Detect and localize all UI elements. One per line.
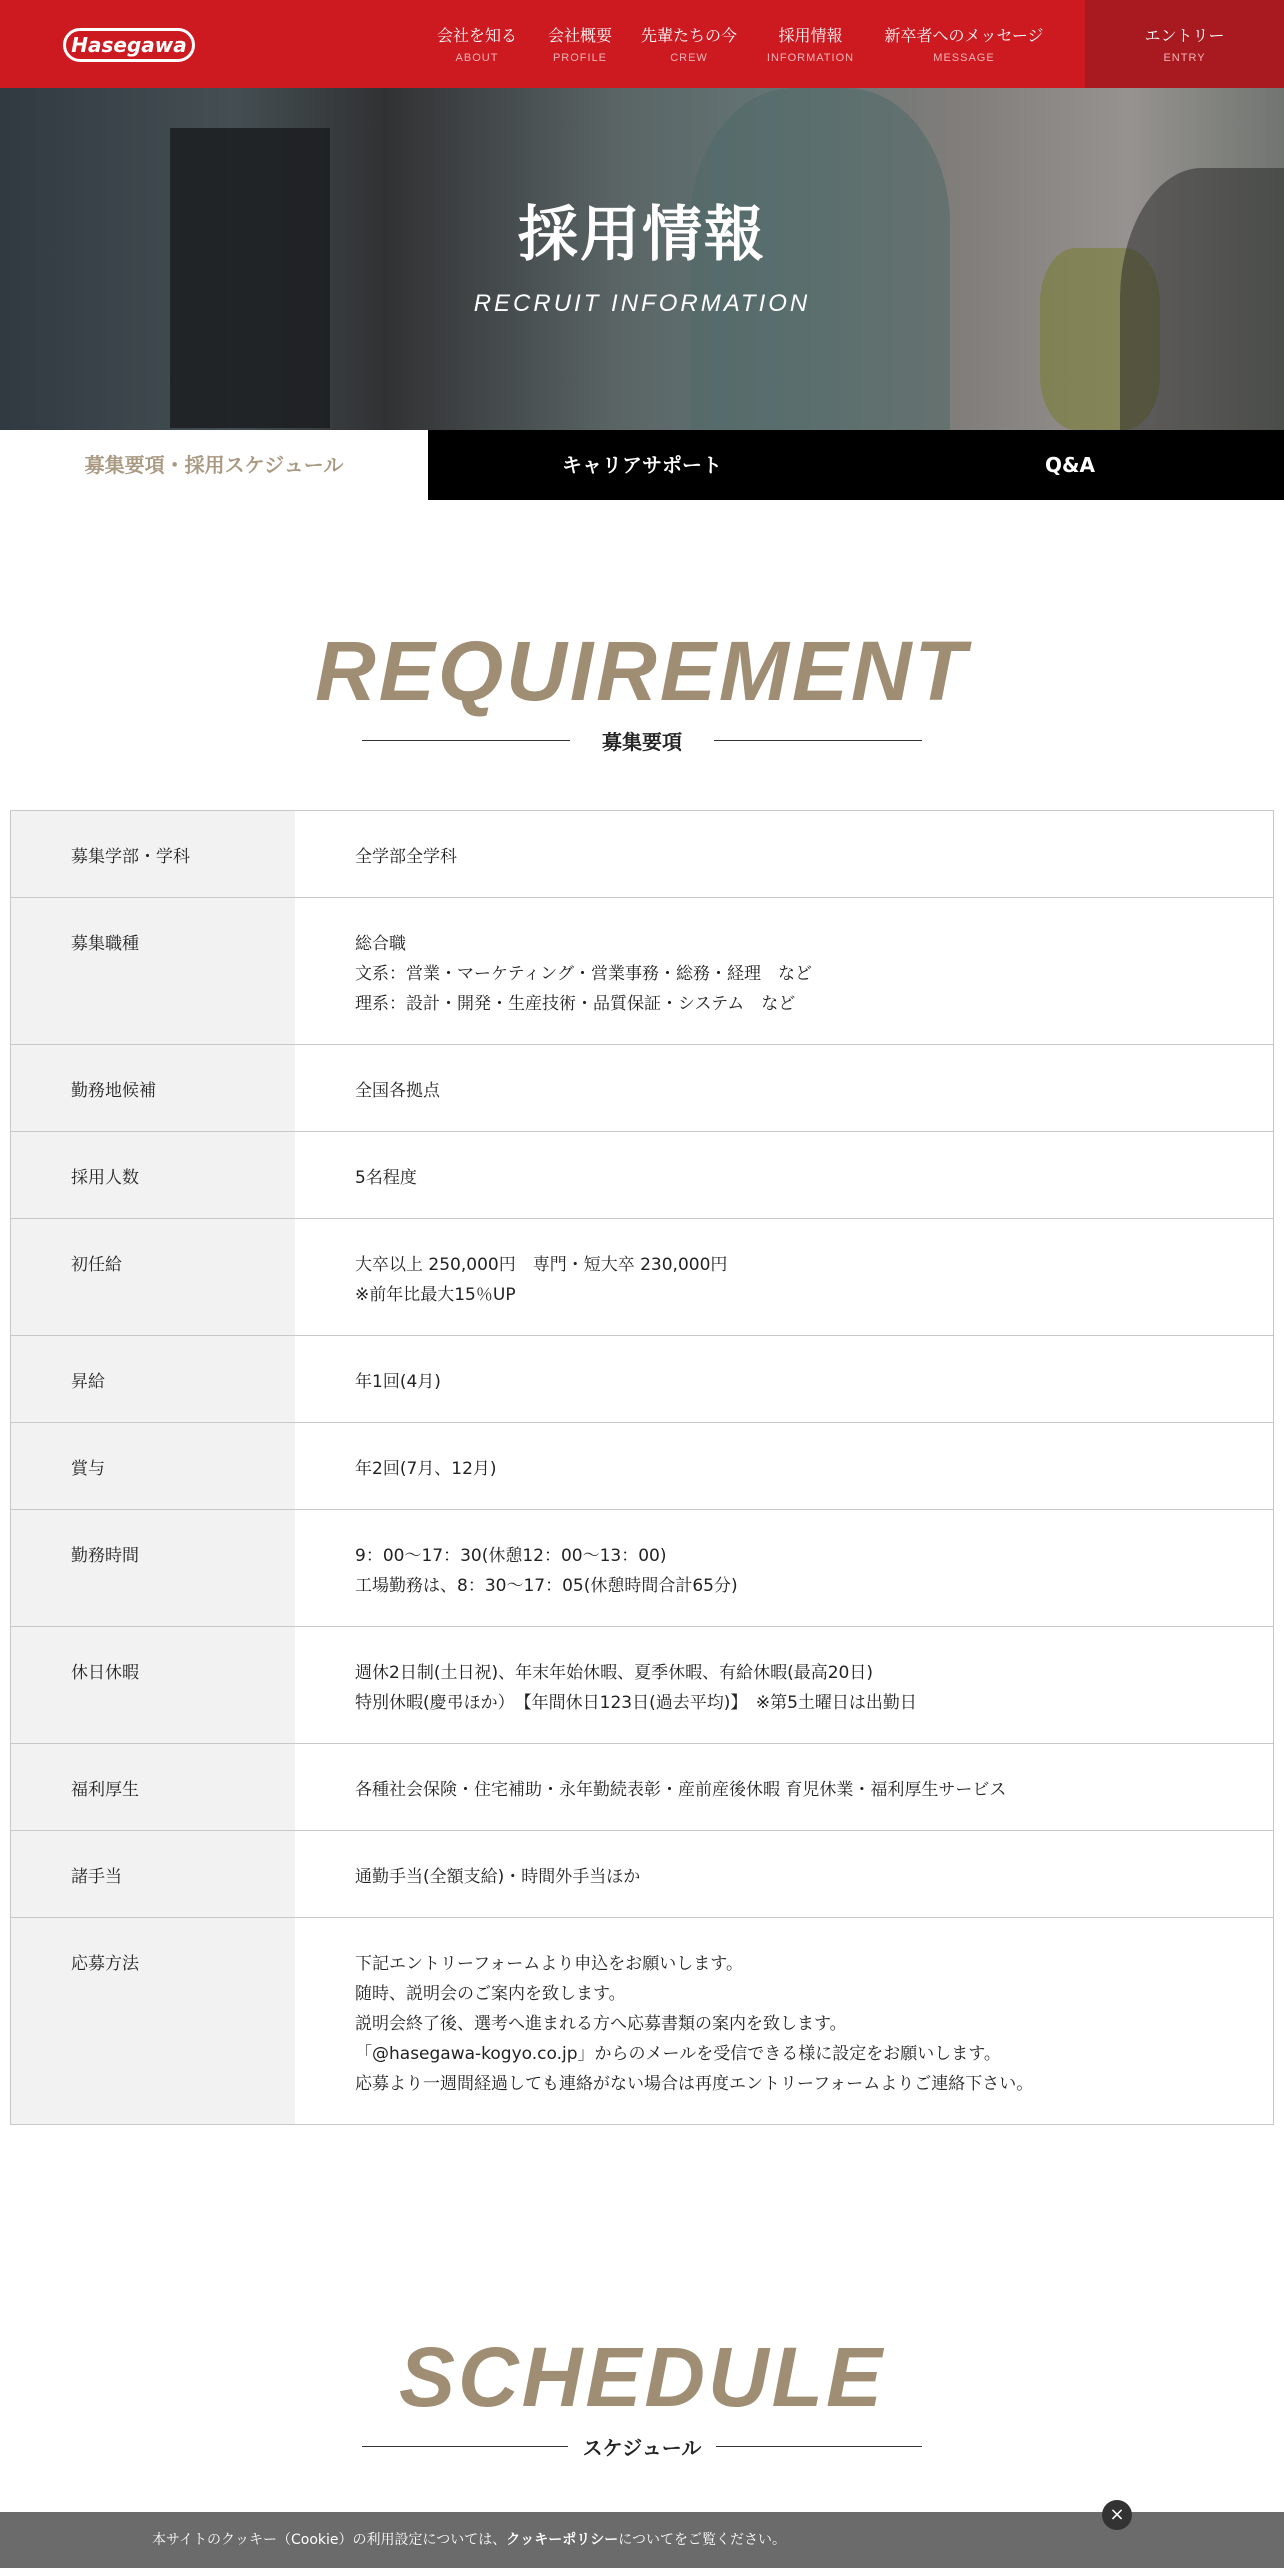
value-line: 工場勤務は、8：30〜17：05(休憩時間合計65分) [355, 1576, 738, 1596]
row-value [295, 1627, 1273, 1743]
value-line: 説明会終了後、選考へ進まれる方へ応募書類の案内を致します。 [355, 2014, 847, 2034]
table-row [11, 1509, 1273, 1626]
value-line: 5名程度 [355, 1168, 417, 1188]
close-icon[interactable]: × [1102, 2500, 1132, 2530]
table-row [11, 897, 1273, 1044]
value-line: 各種社会保険・住宅補助・永年勤続表彰・産前産後休暇 育児休業・福利厚生サービス [355, 1780, 1007, 1800]
row-label: 賞与 [11, 1423, 295, 1509]
table-row [11, 1044, 1273, 1131]
value-line: 下記エントリーフォームより申込をお願いします。 [355, 1954, 743, 1974]
row-value [295, 1045, 1273, 1131]
row-label: 採用人数 [11, 1132, 295, 1218]
cookie-policy-link[interactable]: クッキーポリシー [506, 2532, 619, 2548]
row-value [295, 811, 1273, 897]
nav-label: 会社を知る [436, 26, 517, 45]
value-line: ※前年比最大15％UP [355, 1285, 516, 1305]
row-value [295, 1132, 1273, 1218]
row-label: 応募方法 [11, 1918, 295, 2124]
row-value [295, 1918, 1273, 2124]
row-label: 募集学部・学科 [11, 811, 295, 897]
nav-profile[interactable] [538, 0, 622, 88]
site-header [0, 0, 1284, 88]
row-value [295, 1831, 1273, 1917]
requirement-subtitle: 募集要項 [602, 730, 682, 754]
table-row [11, 1335, 1273, 1422]
cookie-text [152, 2530, 786, 2550]
row-label: 昇給 [11, 1336, 295, 1422]
row-label: 休日休暇 [11, 1627, 295, 1743]
table-row [11, 1218, 1273, 1335]
value-line: 「@hasegawa-kogyo.co.jp」からのメールを受信できる様に設定をお願いします。 [355, 2044, 1001, 2064]
nav-label: 先輩たちの今 [640, 26, 737, 45]
tab-requirements-schedule[interactable]: 募集要項・採用スケジュール [0, 430, 428, 500]
entry-sublabel: ENTRY [1163, 52, 1206, 64]
nav-sublabel: INFORMATION [766, 52, 855, 64]
nav-sublabel: ABOUT [455, 52, 499, 64]
cookie-text-after: についてをご覧ください。 [618, 2532, 786, 2548]
table-row [11, 1626, 1273, 1743]
row-label: 諸手当 [11, 1831, 295, 1917]
value-line: 年2回(7月、12月) [355, 1459, 497, 1479]
table-row [11, 811, 1273, 897]
value-line: 特別休暇(慶弔ほか） 【年間休日123日(過去平均)】 ※第5土曜日は出勤日 [355, 1693, 917, 1713]
title-rule-right [714, 740, 922, 741]
schedule-subtitle: スケジュール [582, 2436, 702, 2460]
row-value [295, 1423, 1273, 1509]
value-line: 9：00〜17：30(休憩12：00〜13：00) [355, 1546, 667, 1566]
tab-career-support[interactable]: キャリアサポート [562, 453, 722, 477]
value-line: 理系：設計・開発・生産技術・品質保証・システム など [355, 994, 796, 1014]
row-label: 福利厚生 [11, 1744, 295, 1830]
title-rule-right [716, 2446, 922, 2447]
row-value [295, 1744, 1273, 1830]
nav-label: 会社概要 [547, 26, 612, 45]
table-row [11, 1743, 1273, 1830]
value-line: 大卒以上 250,000円 専門・短大卒 230,000円 [355, 1255, 728, 1275]
row-label: 初任給 [11, 1219, 295, 1335]
nav-about[interactable] [427, 0, 527, 88]
value-line: 全学部全学科 [355, 847, 457, 867]
row-label: 勤務時間 [11, 1510, 295, 1626]
nav-crew[interactable] [634, 0, 744, 88]
tab-qa[interactable]: Q&A [1045, 453, 1095, 477]
nav-message[interactable] [876, 0, 1052, 88]
hero-banner [0, 88, 1284, 430]
section-tabs [0, 430, 1284, 500]
entry-button[interactable] [1085, 0, 1284, 88]
value-line: 週休2日制(土日祝)、年末年始休暇、夏季休暇、有給休暇(最高20日) [355, 1663, 873, 1683]
value-line: 随時、説明会のご案内を致します。 [355, 1984, 626, 2004]
row-value [295, 1336, 1273, 1422]
row-value [295, 898, 1273, 1044]
table-row [11, 1131, 1273, 1218]
hero-subtitle: RECRUIT INFORMATION [473, 290, 811, 317]
cookie-text-before: 本サイトのクッキー（Cookie）の利用設定については、 [152, 2532, 507, 2548]
requirement-title: REQUIREMENT [315, 624, 969, 718]
value-line: 年1回(4月) [355, 1372, 441, 1392]
nav-sublabel: PROFILE [552, 52, 608, 64]
requirement-table [10, 810, 1274, 2125]
nav-sublabel: CREW [670, 52, 708, 64]
entry-label: エントリー [1144, 26, 1225, 45]
nav-label: 新卒者へのメッセージ [884, 26, 1044, 45]
hasegawa-logo[interactable]: Hasegawa [63, 28, 195, 62]
table-row [11, 1830, 1273, 1917]
value-line: 文系：営業・マーケティング・営業事務・総務・経理 など [355, 964, 812, 984]
value-line: 通勤手当(全額支給)・時間外手当ほか [355, 1867, 641, 1887]
table-row [11, 1422, 1273, 1509]
row-value [295, 1510, 1273, 1626]
cookie-banner [0, 2512, 1284, 2568]
value-line: 総合職 [355, 934, 406, 954]
schedule-title: SCHEDULE [398, 2330, 886, 2424]
value-line: 応募より一週間経過しても連絡がない場合は再度エントリーフォームよりご連絡下さい。 [355, 2074, 1034, 2094]
row-label: 勤務地候補 [11, 1045, 295, 1131]
nav-label: 採用情報 [778, 26, 843, 45]
row-value [295, 1219, 1273, 1335]
nav-information[interactable] [757, 0, 864, 88]
row-label: 募集職種 [11, 898, 295, 1044]
nav-sublabel: MESSAGE [933, 52, 995, 64]
table-row [11, 1917, 1273, 2124]
value-line: 全国各拠点 [355, 1081, 440, 1101]
hero-title: 採用情報 [518, 200, 766, 270]
